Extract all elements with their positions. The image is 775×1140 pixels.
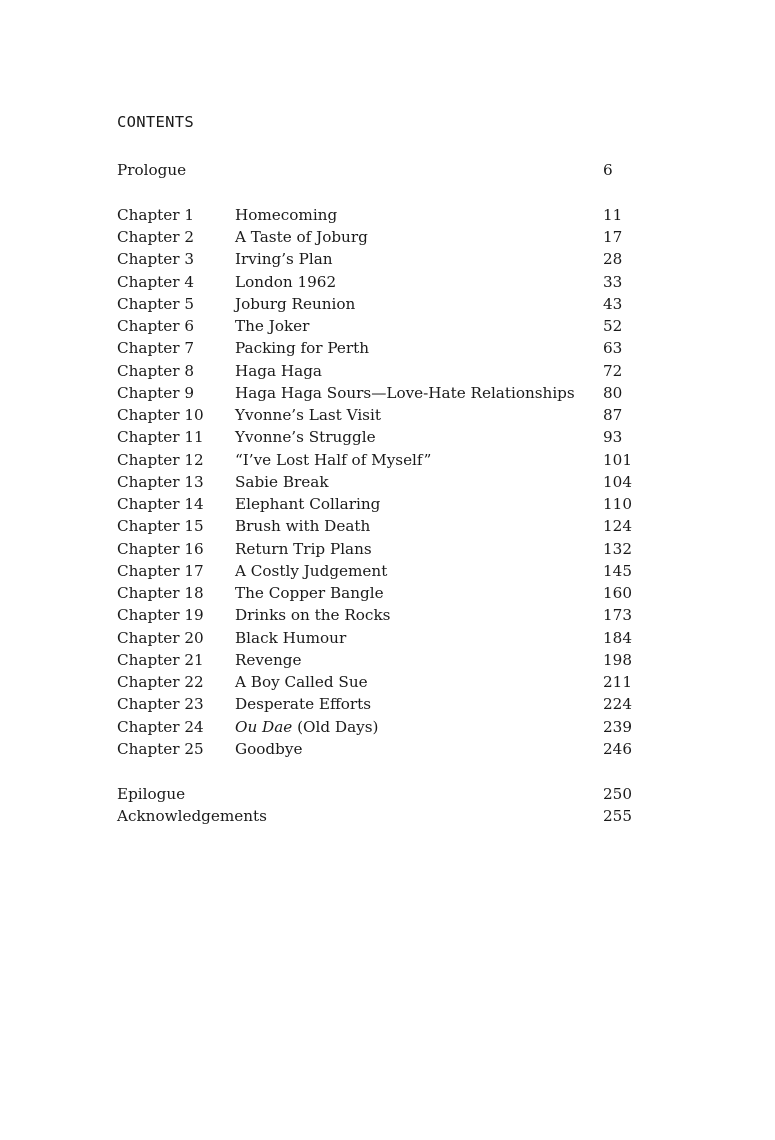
chapter-title: Elephant Collaring: [235, 495, 381, 513]
chapter-page-number: 63: [603, 339, 623, 358]
chapter-title: Brush with Death: [235, 517, 371, 536]
entry-page-number: 250: [603, 784, 632, 803]
chapter-label: Chapter 20: [117, 628, 204, 647]
table-of-contents: [117, 159, 637, 827]
chapter-label: Chapter 23: [117, 695, 204, 714]
chapter-label: Chapter 19: [117, 606, 204, 625]
chapter-label: Chapter 13: [117, 472, 204, 491]
toc-entry-prologue: [117, 159, 637, 181]
chapter-title: A Costly Judgement: [235, 561, 388, 580]
toc-entry-chapter: [117, 627, 637, 649]
chapter-label: Chapter 3: [117, 250, 195, 269]
toc-entry-chapter: [117, 248, 637, 270]
toc-entry-chapter: [117, 716, 637, 738]
chapter-label: Chapter 25: [117, 739, 204, 758]
toc-entry-chapter: [117, 671, 637, 693]
toc-entry-chapter: [117, 515, 637, 537]
toc-entry-chapter: [117, 337, 637, 359]
chapter-page-number: 160: [603, 584, 632, 602]
entry-label: Epilogue: [117, 784, 186, 803]
chapter-label: Chapter 5: [117, 294, 195, 313]
chapter-title-rest: (Old Days): [292, 717, 379, 736]
toc-entry-chapter: [117, 560, 637, 582]
chapter-label: Chapter 24: [117, 717, 204, 736]
chapter-page-number: 239: [603, 717, 632, 736]
chapter-label: Chapter 1: [117, 205, 195, 224]
chapter-page-number: 198: [603, 650, 632, 669]
toc-entry-chapter: [117, 738, 637, 760]
chapter-page-number: 246: [603, 739, 632, 758]
toc-entry-chapter: [117, 382, 637, 404]
toc-entry-chapter: [117, 582, 637, 604]
chapter-title: [235, 716, 378, 738]
toc-entry-chapter: [117, 293, 637, 315]
chapter-page-number: 17: [603, 228, 623, 246]
chapter-label: Chapter 7: [117, 339, 195, 358]
toc-entry-chapter: [117, 693, 637, 715]
section-spacer: [117, 181, 637, 204]
chapter-title: Return Trip Plans: [235, 539, 372, 558]
section-spacer: [117, 760, 637, 783]
chapter-title: Black Humour: [235, 628, 347, 647]
toc-entry-chapter: [117, 471, 637, 493]
chapter-page-number: 101: [603, 450, 632, 469]
chapter-title: Drinks on the Rocks: [235, 606, 391, 625]
toc-entry-chapter: [117, 449, 637, 471]
chapter-title: Sabie Break: [235, 472, 329, 491]
chapter-title: Packing for Perth: [235, 339, 370, 358]
chapter-title-italic: Ou Dae: [235, 717, 293, 736]
toc-entry-epilogue: [117, 783, 637, 805]
toc-entry-acknowledgements: [117, 805, 637, 827]
chapter-page-number: 132: [603, 539, 632, 558]
chapter-page-number: 87: [603, 406, 623, 424]
chapter-title: Desperate Efforts: [235, 695, 372, 714]
toc-entry-chapter: [117, 604, 637, 626]
chapter-label: Chapter 22: [117, 673, 204, 691]
chapter-title: Yvonne’s Struggle: [235, 428, 376, 447]
chapter-label: Chapter 2: [117, 228, 195, 246]
toc-entry-chapter: [117, 204, 637, 226]
chapter-page-number: 52: [603, 317, 623, 335]
chapter-title: Haga Haga: [235, 361, 322, 380]
toc-entry-chapter: [117, 315, 637, 337]
chapter-label: Chapter 10: [117, 406, 204, 424]
chapter-page-number: 104: [603, 472, 632, 491]
toc-entry-chapter: [117, 426, 637, 448]
chapter-label: Chapter 21: [117, 650, 204, 669]
chapter-title: Yvonne’s Last Visit: [235, 406, 381, 424]
chapter-title: Revenge: [235, 650, 302, 669]
toc-entry-chapter: [117, 538, 637, 560]
chapter-list: [117, 204, 637, 760]
chapter-page-number: 145: [603, 561, 632, 580]
chapter-label: Chapter 4: [117, 272, 195, 291]
chapter-label: Chapter 8: [117, 361, 195, 380]
chapter-label: Chapter 6: [117, 317, 195, 335]
chapter-page-number: 211: [603, 673, 632, 691]
chapter-title: Goodbye: [235, 739, 303, 758]
chapter-title: Irving’s Plan: [235, 250, 333, 269]
contents-heading: CONTENTS: [117, 113, 195, 131]
chapter-page-number: 224: [603, 695, 632, 714]
chapter-page-number: 72: [603, 361, 623, 380]
chapter-label: Chapter 14: [117, 495, 204, 513]
toc-entry-chapter: [117, 649, 637, 671]
chapter-label: Chapter 16: [117, 539, 204, 558]
chapter-label: Chapter 18: [117, 584, 204, 602]
chapter-label: Chapter 9: [117, 383, 195, 402]
chapter-page-number: 124: [603, 517, 632, 536]
chapter-label: Chapter 12: [117, 450, 204, 469]
chapter-page-number: 11: [603, 205, 623, 224]
toc-entry-chapter: [117, 360, 637, 382]
chapter-title: The Copper Bangle: [235, 584, 384, 602]
chapter-title: London 1962: [235, 272, 337, 291]
entry-page-number: 255: [603, 806, 632, 825]
chapter-page-number: 80: [603, 383, 623, 402]
chapter-label: Chapter 17: [117, 561, 204, 580]
chapter-title: Homecoming: [235, 205, 338, 224]
chapter-title: A Boy Called Sue: [235, 673, 368, 691]
chapter-label: Chapter 11: [117, 428, 204, 447]
entry-label: Acknowledgements: [117, 806, 267, 825]
chapter-title: A Taste of Joburg: [235, 228, 368, 246]
chapter-title: Joburg Reunion: [235, 294, 356, 313]
entry-page-number: 6: [603, 161, 613, 179]
chapter-page-number: 28: [603, 250, 623, 269]
chapter-title: “I’ve Lost Half of Myself”: [235, 450, 432, 469]
chapter-label: Chapter 15: [117, 517, 204, 536]
toc-entry-chapter: [117, 404, 637, 426]
chapter-page-number: 93: [603, 428, 623, 447]
toc-entry-chapter: [117, 271, 637, 293]
chapter-title: Haga Haga Sours—Love-Hate Relationships: [235, 383, 575, 402]
chapter-page-number: 43: [603, 294, 623, 313]
chapter-page-number: 184: [603, 628, 632, 647]
entry-label: Prologue: [117, 161, 187, 179]
toc-entry-chapter: [117, 226, 637, 248]
chapter-page-number: 33: [603, 272, 623, 291]
chapter-page-number: 110: [603, 495, 632, 513]
chapter-page-number: 173: [603, 606, 632, 625]
toc-entry-chapter: [117, 493, 637, 515]
chapter-title: The Joker: [235, 317, 310, 335]
